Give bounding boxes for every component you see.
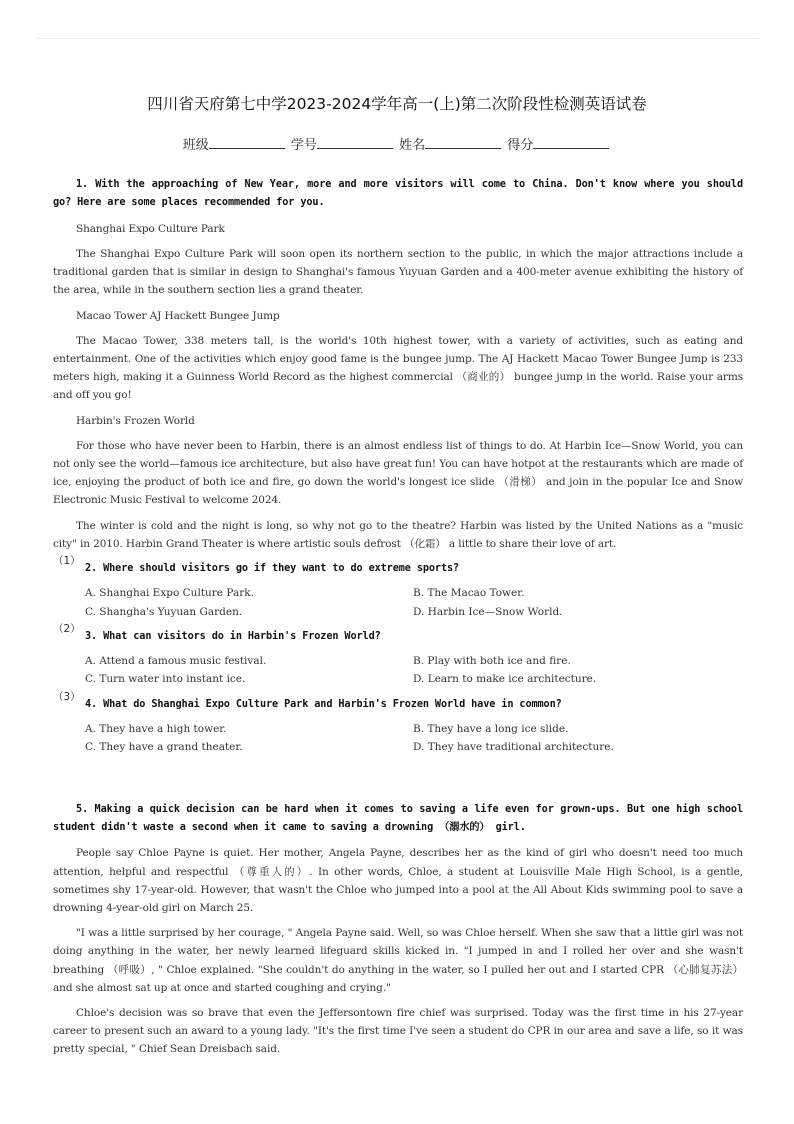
option-c[interactable]: C. They have a grand theater. — [85, 741, 243, 754]
student-id-label: 学号 — [290, 138, 317, 153]
option-b[interactable]: B. The Macao Tower. — [413, 587, 525, 600]
class-label: 班级 — [182, 138, 209, 153]
passage2-paragraph-3: Chloe's decision was so brave that even the Jeffersontown fire chief was surprised. Today was the first time in his 27-year career to present such an award to a young lady. "It's the first time I've seen a student do CPR in our area and save a life, so it was pretty special, " Chief Sean Dreisbach said. — [53, 1006, 743, 1056]
option-a[interactable]: A. They have a high tower. — [85, 723, 227, 736]
section-title-shanghai: Shanghai Expo Culture Park — [76, 222, 225, 235]
question-text: 3. What can visitors do in Harbin's Frozen World? — [85, 630, 381, 642]
section-text-harbin-2: The winter is cold and the night is long, so why not go to the theatre? Harbin was listed by the United Nations as a "music city" in 2010. Harbin Grand Theater is where artistic souls defrost （化霜） a little to share their love of art. — [53, 519, 743, 550]
question-text: 2. Where should visitors go if they want to do extreme sports? — [85, 563, 460, 575]
question-item — [53, 622, 743, 646]
question-number: （3） — [53, 690, 81, 703]
section-title-harbin: Harbin's Frozen World — [76, 414, 195, 427]
option-d[interactable]: D. Harbin Ice—Snow World. — [413, 605, 563, 618]
section-text-shanghai: The Shanghai Expo Culture Park will soon open its northern section to the public, in which the major attractions include a traditional garden that is similar in design to Shanghai's famous Yuyuan Garden and a 400-meter avenue exhibiting the history of the area, while in the southern section lies a grand theater. — [53, 248, 743, 297]
section-text-harbin-1: For those who have never been to Harbin, there is an almost endless list of things to do. At Harbin Ice—Snow World, you can not only see the world—famous ice architecture, but also have great fun! You can have hotpot at the restaurants which are made of ice, enjoying the product of both ice and fire, go down the world's longest ice slide （滑梯） and join in the popular Ice and Snow Electronic Music Festival to welcome 2024. — [53, 439, 743, 507]
option-d[interactable]: D. Learn to make ice architecture. — [413, 673, 597, 686]
option-c[interactable]: C. Turn water into instant ice. — [85, 673, 246, 686]
student-info-line — [0, 134, 794, 153]
option-b[interactable]: B. They have a long ice slide. — [413, 723, 569, 736]
options-grid — [53, 584, 743, 620]
question-text: 4. What do Shanghai Expo Culture Park and Harbin's Frozen World have in common? — [85, 698, 562, 710]
question-item — [53, 555, 743, 578]
option-a[interactable]: A. Shanghai Expo Culture Park. — [85, 587, 254, 600]
passage2-paragraph-2: "I was a little surprised by her courage, " Angela Payne said. Well, so was Chloe herself. When she saw that a little girl was not doing anything in the water, her newly learned lifeguard skills kicked in. "I jumped in and I rolled her over and she wasn't breathing （呼吸）, " Chloe explained. "She couldn't do anything in the water, so I pulled her out and I started CPR （心肺复苏法） and she almost sat up at once and started coughing and crying." — [53, 927, 743, 994]
passage2-intro: 5. Making a quick decision can be hard when it comes to saving a life even for grown-ups. But one high school student didn't waste a second when it came to saving a drowning （溺水的） girl. — [53, 803, 743, 833]
top-divider — [36, 38, 758, 39]
passage2-paragraph-1: People say Chloe Payne is quiet. Her mother, Angela Payne, describes her as the kind of girl who doesn't need too much attention, helpful and respectful （尊重人的）. In other words, Chloe, a student at Louisville Male High School, is a gentle, sometimes shy 17-year-old. However, that wasn't the Chloe who jumped into a pool at the All About Kids swimming pool to save a drowning 4-year-old girl on March 25. — [53, 847, 743, 914]
student-id-blank[interactable] — [317, 136, 393, 149]
score-label: 得分 — [507, 138, 534, 153]
options-grid — [53, 652, 743, 688]
section-text-macao: The Macao Tower, 338 meters tall, is the world's 10th highest tower, with a variety of activities, such as eating and entertainment. One of the activities which enjoy good fame is the bungee jump. The AJ Hackett Macao Tower Bungee Jump is 233 meters high, making it a Guinness World Record as the highest commercial （商业的） bungee jump in the world. Raise your arms and off you go! — [53, 334, 743, 402]
question-number: （1） — [53, 555, 81, 568]
option-b[interactable]: B. Play with both ice and fire. — [413, 655, 571, 668]
passage1-intro: 1. With the approaching of New Year, more and more visitors will come to China. Don't know where you should go? Here are some places recommended for you. — [53, 179, 743, 209]
option-a[interactable]: A. Attend a famous music festival. — [85, 655, 267, 668]
question-item — [53, 690, 743, 714]
option-d[interactable]: D. They have traditional architecture. — [413, 741, 614, 754]
options-grid — [53, 720, 743, 756]
class-blank[interactable] — [209, 136, 285, 149]
question-number: （2） — [53, 622, 81, 635]
name-label: 姓名 — [399, 138, 426, 153]
name-blank[interactable] — [425, 136, 501, 149]
exam-title: 四川省天府第七中学2023-2024学年高一(上)第二次阶段性检测英语试卷 — [147, 95, 647, 113]
option-c[interactable]: C. Shangha's Yuyuan Garden. — [85, 605, 243, 618]
score-blank[interactable] — [533, 136, 609, 149]
exam-body — [53, 176, 743, 1059]
section-title-macao: Macao Tower AJ Hackett Bungee Jump — [76, 309, 280, 322]
